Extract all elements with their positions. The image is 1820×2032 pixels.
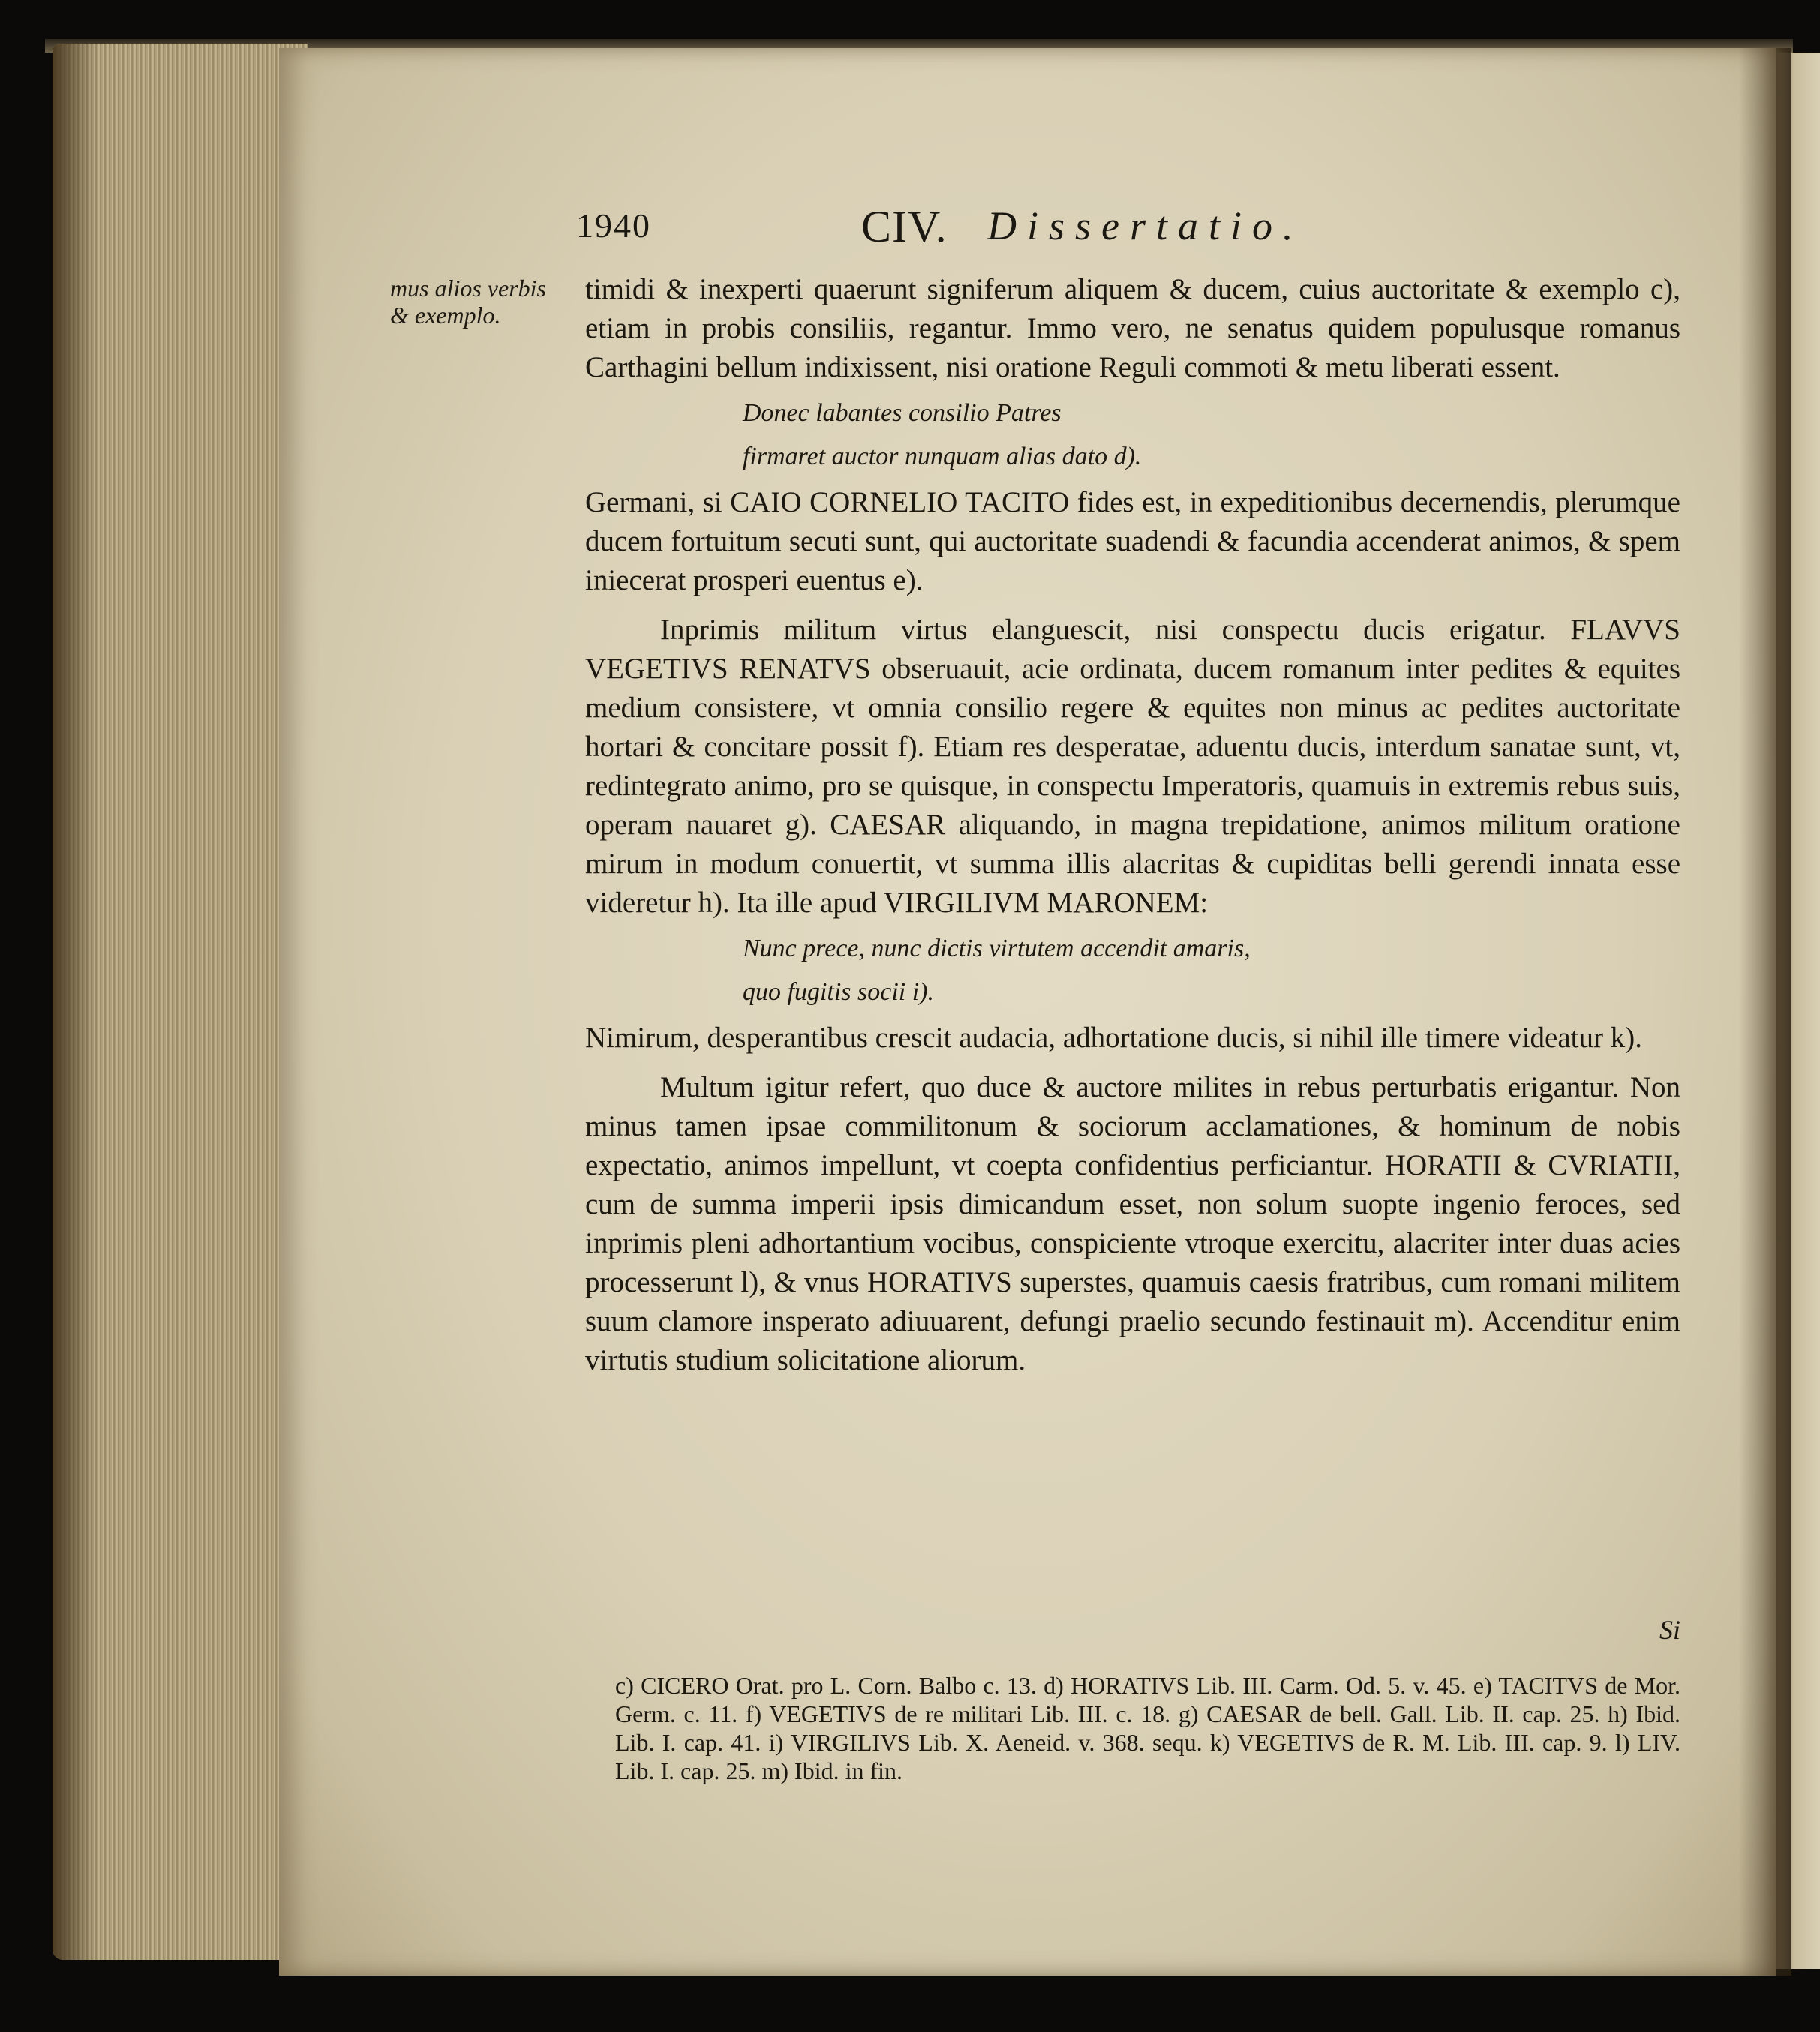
margin-note: mus alios verbis & exemplo. xyxy=(390,275,546,329)
verse-line: quo fugitis socii i). xyxy=(743,978,934,1006)
page-number: 1940 xyxy=(576,206,651,245)
running-title: Dissertatio. xyxy=(987,203,1304,248)
book-gutter xyxy=(1739,48,1791,1976)
footnote-block: c) CICERO Orat. pro L. Corn. Balbo c. 13. d) HORATIVS Lib. III. Carm. Od. 5. v. 45. e) TACITVS de Mor. Germ. c. 11. f) VEGETIVS de re militari Lib. III. c. 18. g) CAESAR de bell. Gall. Lib. II. cap. 25. h) Ibid. Lib. I. cap. 41. i) VIRGILIVS Lib. X. Aeneid. v. 368. sequ. k) VEGETIVS de R. M. Lib. III. cap. 9. l) LIV. Lib. I. cap. 25. m) Ibid. in fin. xyxy=(615,1672,1680,1784)
verse-quotation-1 xyxy=(743,392,1680,479)
running-header xyxy=(576,201,1401,254)
paragraph-3: Inprimis militum virtus elanguescit, nisi conspectu ducis erigatur. FLAVVS VEGETIVS RENATVS obseruauit, acie ordinata, ducem romanum inter pedites & equites medium consistere, vt omnia consilio regere & equites non minus ac pedites auctoritate hortari & concitare possit f). Etiam res desperatae, aduentu ducis, interdum sanatae sunt, vt, redintegrato animo, pro se quisque, in conspectu Imperatoris, quamuis in extremis rebus suis, operam nauaret g). CAESAR aliquando, in magna trepidatione, animos militum oratione mirum in modum conuertit, vt summa illis alacritas & cupiditas belli gerendi innata esse videretur h). Ita ille apud VIRGILIVM MARONEM: xyxy=(585,614,1680,919)
book-edge-shadow xyxy=(53,44,98,1960)
verse-quotation-2 xyxy=(743,927,1680,1014)
footnotes xyxy=(615,1671,1680,1785)
verse-line: firmaret auctor nunquam alias dato d). xyxy=(743,443,1142,470)
paragraph-4: Nimirum, desperantibus crescit audacia, adhortatione ducis, si nihil ille timere videatur k). xyxy=(585,1022,1642,1054)
main-text xyxy=(585,270,1680,1380)
verse-line: Nunc prece, nunc dictis virtutem accendit amaris, xyxy=(743,935,1251,962)
verse-line: Donec labantes consilio Patres xyxy=(743,399,1062,427)
chapter-number: CIV. xyxy=(861,202,948,251)
catchword: Si xyxy=(1659,1615,1680,1645)
paragraph-5: Multum igitur refert, quo duce & auctore milites in rebus perturbatis erigantur. Non minus tamen ipsae commilitonum & sociorum acclamationes, & hominum de nobis expectatio, animos impellunt, vt coepta confidentius perficiantur. HORATII & CVRIATII, cum de summa imperii ipsis dimicandum esset, non solum suopte ingenio feroces, sed inprimis pleni adhortantium vocibus, conspiciente vtroque exercitu, alacriter inter duas acies processerunt l), & vnus HORATIVS superstes, quamuis caesis fratribus, cum romani militem suum clamore insperato adiuuarent, defungi praelio secundo festinauit m). Accenditur enim virtutis studium solicitatione aliorum. xyxy=(585,1071,1680,1376)
paragraph-2: Germani, si CAIO CORNELIO TACITO fides est, in expeditionibus decernendis, plerumque ducem fortuitum secuti sunt, qui auctoritate suadendi & facundia accenderat animos, & spem iniecerat prosperi euentus e). xyxy=(585,486,1680,596)
paragraph-1: timidi & inexperti quaerunt signiferum aliquem & ducem, cuius auctoritate & exemplo c), etiam in probis consiliis, regantur. Immo vero, ne senatus quidem populusque romanus Carthagini bellum indixissent, nisi oratione Reguli commoti & metu liberati essent. xyxy=(585,273,1680,383)
